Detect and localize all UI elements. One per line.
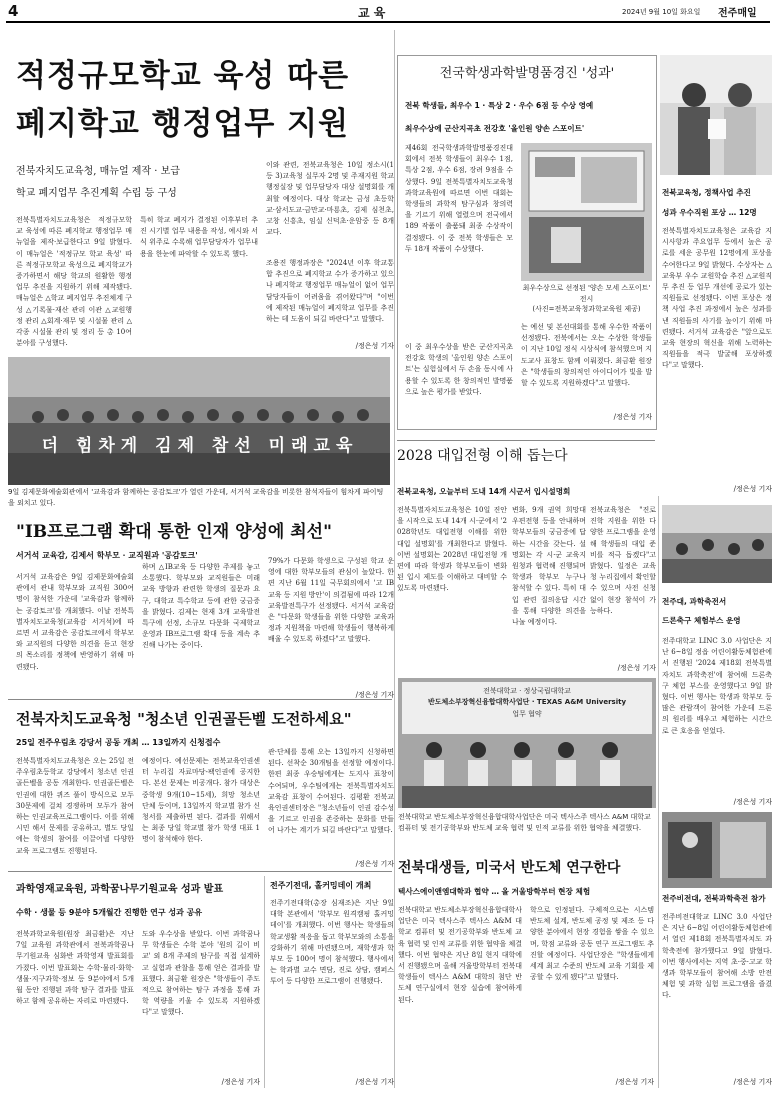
invention-photo-caption: 최우수상으로 선정된 '양손 모세 스포이트' 전시 [522, 284, 651, 303]
drone-body: 전주대학교 LINC 3.0 사업단은 지난 6~8일 정읍 어린이활동체험관에서 진행된 '2024 제18회 전북특별자치도 과학축전'에 참여해 드론축구 체험 부스를 운영했다고 9일 밝혔다. 이번 행사는 학생과 학부모 등 많은 관람객이 참여한 가운데 드론의 원리를 배우고 체험하는 시간으로 큰 호응을 얻었다. [662, 637, 772, 735]
golden-byline: /정은성 기자 [355, 860, 394, 868]
award-photo [660, 55, 772, 175]
ib-byline: /정은성 기자 [355, 691, 394, 699]
award-title-2: 성과 우수직원 포상 … 12명 [662, 208, 757, 217]
mou-photo-caption: 전북대학교 반도체소부장혁신융합대학사업단은 미국 텍사스주 텍사스 A&M 대학교 컴퓨터 및 전기공학부와 반도체 교육 협력 및 인적 교류를 위한 협약을 체결했다. [398, 813, 651, 832]
admission-byline: /정은성 기자 [617, 664, 656, 672]
fire-photo [662, 812, 772, 888]
drone-title-1: 전주대, 과학축전서 [662, 597, 727, 606]
ib-col-3: 79%가 다문화 학생으로 구성된 학교 운영에 대한 학부모들의 관심이 높았다. 한편 지난 6월 11일 국무회의에서 '고 IB 교육 등 지원 방안'이 의결됨에 따라 12개 교육발전특구가 선정됐다. 서거석 교육감은 "다문화 학생들을 위한 다양한 교육과정과 지원책을 마련해 학생들이 행복하게 배울 수 있도록 하겠다"고 말했다. [268, 557, 394, 644]
award-body: 전북특별자치도교육청은 교육감 지시사항과 주요업무 등에서 높은 공로를 세운 공무원 12명에게 포상을 수여한다고 9일 밝혔다. 수상자는 △교육부 우수 교원학습 추진 △교원직무 추진 등 업무 개선에 공로가 있는 직원들로 선정됐다. 이번 포상은 정책 사업 추진 과정에서 높은 성과를 낸 직원들의 사기를 높이기 위해 마련됐다. 서거석 교육감은 "앞으로도 교육 현장의 혁신을 위해 노력하는 직원들을 적극 발굴해 포상하겠다"고 말했다. [662, 227, 772, 370]
invention-col-2: 는 예선 및 본선대회를 통해 우수한 작품이 선정됐다. 전북에서는 오는 수상한 학생들이 지난 10일 정식 시상식에 참석했으며 지도교사 표창도 함께 이뤄졌다. 최금환 원장은 "학생들의 창의적인 아이디어가 빛을 발할 수 있도록 지원하겠다"고 말했다. [521, 323, 652, 388]
fire-title: 전주비전대, 전북과학축전 참가 [662, 894, 766, 903]
science-col-2: 도와 우수상을 받았다. 이번 과학꿈나무 학생들은 수학 분야 '원의 길이 비교' 외 8개 주제의 탐구를 직접 설계하고 실험과 관찰을 통해 얻은 결과를 발표했다. 최금환 원장은 "학생들이 주도적으로 참여하는 탐구 과정을 통해 과학 역량을 키울 수 있도록 지원하겠다"고 말했다. [142, 930, 260, 1017]
holly-title: 전주기전대, 홀커밍데이 개최 [270, 881, 372, 890]
lead-col-2: 이와 관련, 전북교육청은 10일 정소시(1 등 3)교육청 실무자 2명 및 주재지원 학교 행정실장 및 업무담당자 대상 설명회를 개최할 예정이다. 대상 학교는 금성 초등학교·삼서도교·금만교·마룡초, 김제 심천초, 고창 신흥초, 임실 신덕초·운암중 등 8개교다. [266, 161, 394, 237]
semi-col-2: 학으로 인정된다. 구체적으로는 시스템 반도체 설계, 반도체 공정 및 제조 등 다양한 분야에서 현장 경험을 쌓을 수 있으며, 학점 교류와 공동 연구 프로그램도 추진할 예정이다. 사업단장은 "학생들에게 세계 최고 수준의 반도체 교육 기회를 제공할 수 있게 됐다"고 말했다. [530, 906, 654, 982]
golden-rule [8, 871, 392, 872]
issue-date: 2024년 9월 10일 화요일 [622, 8, 701, 16]
header-rule [6, 21, 770, 23]
right-column-divider [658, 496, 659, 1088]
science-byline: /정은성 기자 [221, 1078, 260, 1086]
lead-subhead-1: 전북자치도교육청, 매뉴얼 제작 · 보급 [16, 166, 180, 177]
admission-rule [397, 440, 655, 441]
semi-subhead: 텍사스에이앤엠대학과 협약 … 올 겨울방학부터 현장 체험 [398, 887, 591, 896]
drone-title [662, 592, 772, 630]
invention-subhead-2: 최우수상에 군산지곡초 전강호 '올인원 양손 스포이트' [405, 124, 585, 133]
invention-photo [521, 143, 652, 281]
admission-subhead: 전북교육청, 오늘부터 도내 14개 시군서 입시설명회 [397, 487, 571, 496]
semi-byline: /정은성 기자 [615, 1078, 654, 1086]
award-title-1: 전북교육청, 정책사업 추진 [662, 188, 751, 197]
page-number: 4 [8, 2, 19, 20]
lead-photo-caption: 9일 김제문화예술회관에서 '교육감과 함께하는 공감토크'가 열린 가운데, 서거석 교육감을 비롯한 참석자들이 힘차게 파이팅을 외치고 있다. [8, 488, 384, 507]
science-subhead: 수학 · 생물 등 9분야 5개월간 진행한 연구 성과 공유 [16, 908, 203, 917]
drone-byline: /정은성 기자 [733, 798, 772, 806]
golden-col-1: 전북특별자치도교육청은 오는 25일 전주우림초등학교 강당에서 청소년 인권골든벨을 공동 개최한다. 인권골든벨은 인권에 대한 퀴즈 풀이 방식으로 모두 30문제에 걸쳐 경쟁하며 모두가 참여하는 인권교육프로그램이다. 이를 위해 시민 해서 문제를 공유하고, 별도 당일에는 학생의 참여를 이끌어낼 다양한 교육 프로그램도 진행된다. [16, 757, 134, 855]
invention-subhead-1: 전북 학생들, 최우수 1 · 특상 2 · 우수 6점 등 수상 영예 [405, 101, 594, 110]
mou-banner-2: 반도체소부장혁신융합대학사업단 · TEXAS A&M University [427, 698, 627, 706]
admission-col-3: 전북교육청은 "진로진학 지원을 위한 다양한 프로그램을 운영해 학생들의 대입 준비를 적극 돕겠다"고 밝혔다. 일정은 교육청 누리집에서 확인할 수 있으며 사전 신청 없이 현장 참석이 가능하다. [590, 506, 656, 615]
admission-col-2: 변화, 9개 권역 희망대 우편전형 등을 안내하며 학부모들의 궁금증에 답하는 시간을 갖는다. 설명회는 각 시·군 교육지원청과 협력해 진행되며 학생과 학부모 누구나 참석할 수 있다. 특히 대입 관련 질의응답 시간을 통해 다양한 의견을 나눌 예정이다. [512, 506, 586, 627]
holly-byline: /정은성 기자 [355, 1078, 394, 1086]
fire-byline: /정은성 기자 [733, 1078, 772, 1086]
drone-title-2: 드론축구 체험부스 운영 [662, 616, 741, 625]
award-title [662, 183, 772, 223]
admission-col-1: 전북특별자치도교육청은 10일 진안을 시작으로 도내 14개 시·군에서 '2028학년도 대입전형 이해를 위한 대입 설명회'를 개최한다고 밝혔다. 이번 설명회는 2028년 대입전형 개편에 따라 학생과 학부모들이 변화된 입시 제도를 이해하고 대비할 수 있도록 마련됐다. [397, 506, 507, 593]
lead-col-1b: 특히 학교 폐지가 결정된 이후부터 추진 시기별 업무 내용을 작성, 예시와 서식 위주로 수록해 업무담당자가 업무내용을 한눈에 파악할 수 있도록 했다. [140, 216, 258, 258]
golden-headline: 전북자치도교육청 "청소년 인권골든벨 도전하세요" [16, 710, 352, 728]
invention-kicker: 전국학생과학발명품경진 '성과' [439, 66, 615, 81]
lead-photo-banner: 더 힘차게 김제 참선 미래교육 [41, 436, 359, 456]
ib-headline: "IB프로그램 확대 통한 인재 양성에 최선" [16, 522, 332, 542]
lead-subhead-2: 학교 폐지업무 추진계획 수립 등 구성 [16, 188, 177, 199]
lead-headline [16, 52, 396, 148]
invention-photo-caption-source: (사진=전북교육청과학교육원 제공) [532, 305, 641, 313]
holly-body: 전주기전대학(총장 심재조)은 지난 9일 대학 본관에서 '학부모 원격캠핑 홀커밍데이'를 개최했다. 이번 행사는 학생들의 학교생활 적응을 돕고 학부모와의 소통을 강화하기 위해 마련됐으며, 재학생과 학부모 등 100여 명이 참석했다. 행사에서는 학과별 교수 면담, 진로 상담, 캠퍼스 투어 등 다양한 프로그램이 진행됐다. [270, 899, 394, 986]
invention-byline: /정은성 기자 [613, 413, 652, 421]
drone-photo [662, 505, 772, 583]
semi-col-1: 전북대학교 반도체소부장혁신융합대학사업단은 미국 텍사스주 텍사스 A&M 대학교 컴퓨터 및 전기공학부와 반도체 교육 협력 및 인적 교류를 위한 협약을 체결했다. 이번 협약은 지난 8일 현지 대학에서 진행됐으며 올해 겨울방학부터 전북대 학생들이 텍사스 A&M 대학의 첨단 반도체 연구실에서 현장 실습에 참여하게 된다. [398, 906, 522, 1004]
lead-photo [8, 357, 390, 485]
main-column-divider [394, 30, 395, 1088]
lead-col-2b: 조용진 행정과장은 "2024년 이후 학교통합 추진으로 폐지학교 수가 증가하고 있으나 폐지학교 행정업무 매뉴얼이 없어 업무담당자들이 어려움을 겪어왔다"며 "이번에 제작된 매뉴얼이 폐지학교 업무를 추진하는 데 도움이 되길 바란다"고 말했다. [266, 259, 394, 324]
ib-subhead: 서거석 교육감, 김제서 학부모 · 교직원과 '공감토크' [16, 550, 198, 560]
lead-headline-line-1: 적정규모학교 육성 따른 [16, 58, 350, 94]
lead-headline-line-2: 폐지학교 행정업무 지원 [16, 106, 350, 142]
ib-col-1: 서거석 교육감은 9일 김제문화예술회관에서 관내 학부모와 교직원 300여 명이 참석한 가운데 '교육감과 함께하는 공감토크'를 개최했다. 이날 전북특별자치도교육청(교육감 서거석)에 따르면 서 교육감은 공감토크에서 학부모와 교직원의 다양한 의견을 듣고 현장의 목소리를 정책에 반영하기 위해 마련됐다. [16, 573, 134, 671]
golden-col-3: 관·단체를 통해 오는 13일까지 신청하면 된다. 선착순 30개팀을 선정할 예정이다. 한편 최종 우승팀에게는 도지사 표창이 수여되며, 우수팀에게는 전북특별자치도교육감 표창이 수여된다. 김평환 전북교육인권센터장은 "청소년들이 인권 감수성을 기르고 인권을 존중하는 문화를 만들어 나가는 계기가 되길 바란다"고 말했다. [268, 748, 394, 835]
award-byline: /정은성 기자 [733, 485, 772, 493]
mou-banner-1: 전북대학교 · 정상국립대학교 [483, 687, 571, 695]
golden-subhead: 25일 전주우림초 강당서 공동 개최 … 13일까지 신청접수 [16, 738, 221, 747]
paper-name: 전주매일 [718, 8, 757, 19]
lead-col-1: 전북특별자치도교육청은 적정규모학교 육성에 따른 폐지학교 행정업무 매뉴얼을 제작·보급한다고 9일 밝혔다. 이 매뉴얼은 '적정규모 학교 육성' 따른 적정규모학교 육성으로 폐지학교가 증가하면서 해당 학교의 원활한 행정업무 추진을 지원하기 위해 제작됐다. 매뉴얼은 △학교 폐지업무 추진체계 구성 △기록물·재산 관리 이관 △교원행정 관리 △회계·재무 및 시설물 관리 △각종 시설물 관리 및 정리 등 총 10여 분야를 구성했다. [16, 216, 132, 348]
semi-headline: 전북대생들, 미국서 반도체 연구한다 [398, 860, 621, 876]
invention-col-1: 제46회 전국학생과학발명품경진대회에서 전북 학생들이 최우수 1점, 특상 2점, 우수 6점, 장려 9점을 수상했다. 9일 전북특별자치도교육청과학교육원에 따르면 이번 대회는 학생들의 과학적 탐구심과 창의력을 기르기 위해 열렸으며 전국에서 189 작품이 출품돼 최종 수상작이 결정됐다. 이 중 전북 학생들은 모두 18개 작품이 수상했다. [405, 144, 513, 253]
ib-col-2: 하며 △IB교육 등 다양한 주제를 놓고 소통했다. 학부모와 교직원들은 미래 교육 방향과 관련한 학생의 질문과 요구, 대학교 특수학교 등에 관한 궁금증을 밝혔다. 김제는 현재 3개 교육발전특구에 선정, 소규모 다문화 국제학교 운영과 IB프로그램 확대 등을 계속 추진해 나가는 중이다. [142, 563, 260, 650]
mou-photo [398, 678, 656, 808]
ib-rule [8, 699, 392, 700]
holly-divider [264, 876, 265, 1088]
admission-headline: 2028 대입전형 이해 돕는다 [397, 448, 568, 464]
fire-body: 전주비전대학교 LINC 3.0 사업단은 지난 6~8일 어린이활동체험관에서 열린 제18회 전북특별자치도 과학축전에 참가했다고 9일 밝혔다. 이번 행사에서는 지역 초·중·고교 학생과 학부모들이 참여해 소방 안전 체험 및 과학 실험 프로그램을 즐겼다. [662, 913, 772, 1000]
invention-col-1b: 이 중 최우수상을 받은 군산지곡초 전강호 학생의 '올인원 양손 스포이트'는 실험실에서 두 손을 동시에 사용할 수 있도록 한 창의적인 발명품으로 높은 평가를 받았다. [405, 343, 513, 396]
mou-banner-3: 업무 협약 [512, 710, 542, 718]
lead-byline: /정은성 기자 [355, 342, 394, 350]
section-name: 교 육 [358, 6, 386, 20]
golden-col-2: 예정이다. 예선문제는 전북교육인권센터 누리집 자료마당-팩인권에 공지한다. 본선 문제는 비공개다. 참가 대상은 중학생 9개(10~15세), 희망 청소년 단체 등이며, 13일까지 학교별 참가 신청서를 제출하면 된다. 결과를 위해서는 최종 당일 학교별 참가 학생 대표 1명이 참석해야 한다. [142, 757, 260, 844]
science-col-1: 전북과학교육원(원장 최금환)은 지난 7일 교육원 과학관에서 전북과학꿈나무기원교육 심화반 과학영재 발표회를 가졌다. 이번 발표회는 수학·물리·화학·생물·지구과학·정보 등 9분야에서 5개월 동안 진행된 과학 탐구 결과를 발표하고 함께 공유하는 자리로 마련됐다. [16, 930, 134, 1006]
science-headline: 과학영재교육원, 과학꿈나무기원교육 성과 발표 [16, 884, 224, 895]
